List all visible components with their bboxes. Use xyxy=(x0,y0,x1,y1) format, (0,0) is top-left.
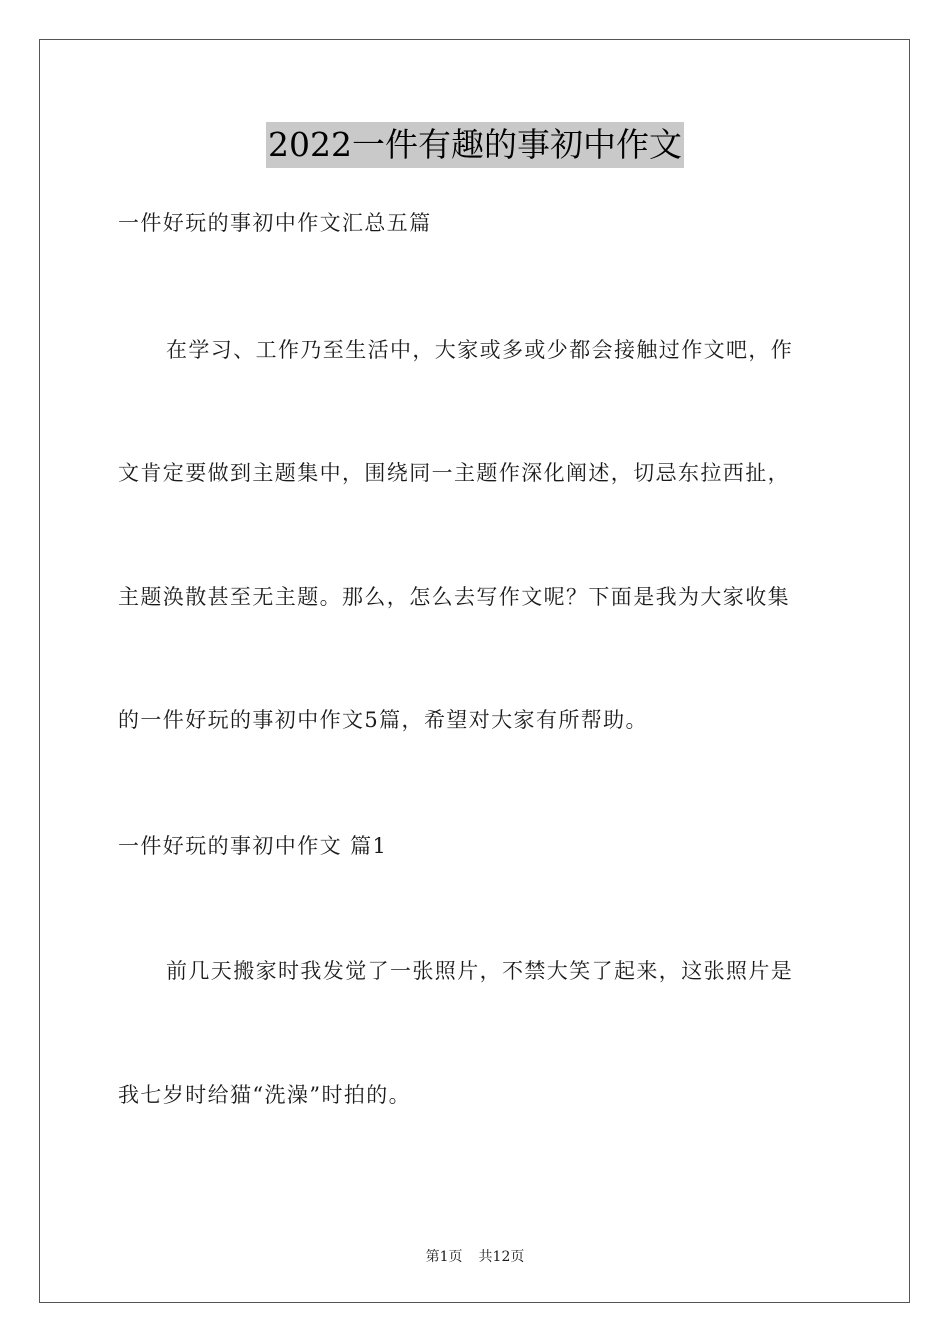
intro-line-2: 文肯定要做到主题集中，围绕同一主题作深化阐述，切忌东拉西扯， xyxy=(118,461,790,485)
section-line-1: 前几天搬家时我发觉了一张照片，不禁大笑了起来，这张照片是 xyxy=(166,959,794,983)
page-total: 共12页 xyxy=(478,1249,525,1265)
title-container xyxy=(0,122,950,168)
page-footer xyxy=(0,1247,950,1267)
document-title: 2022一件有趣的事初中作文 xyxy=(266,122,684,168)
page-number: 第1页 xyxy=(425,1249,463,1265)
document-subtitle: 一件好玩的事初中作文汇总五篇 xyxy=(118,211,432,235)
intro-line-1: 在学习、工作乃至生活中，大家或多或少都会接触过作文吧，作 xyxy=(166,338,794,362)
section-heading: 一件好玩的事初中作文 篇1 xyxy=(118,834,388,858)
intro-line-4: 的一件好玩的事初中作文5篇，希望对大家有所帮助。 xyxy=(118,708,648,732)
section-line-2: 我七岁时给猫“洗澡”时拍的。 xyxy=(118,1083,412,1107)
intro-line-3: 主题涣散甚至无主题。那么，怎么去写作文呢？下面是我为大家收集 xyxy=(118,585,790,609)
